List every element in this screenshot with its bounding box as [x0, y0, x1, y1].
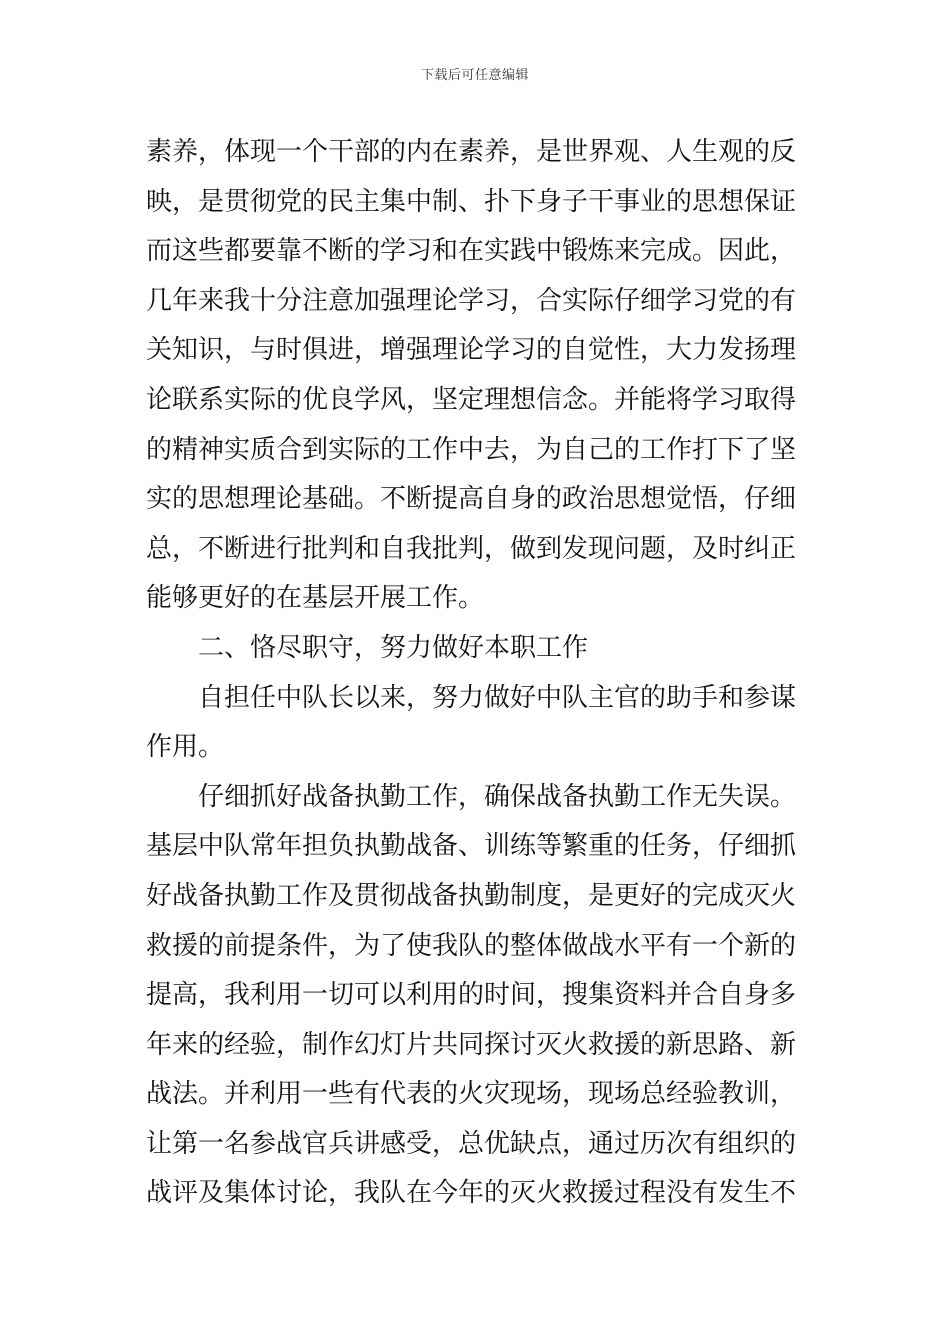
text-line: 论联系实际的优良学风，坚定理想信念。并能将学习取得: [146, 384, 797, 415]
text-line: 几年来我十分注意加强理论学习，合实际仔细学习党的有: [146, 285, 797, 316]
text-line: 战评及集体讨论，我队在今年的灭火救援过程没有发生不: [146, 1178, 797, 1209]
text-line: 素养，体现一个干部的内在素养，是世界观、人生观的反: [146, 137, 797, 167]
text-line: 基层中队常年担负执勤战备、训练等繁重的任务，仔细抓: [146, 831, 797, 862]
text-line: 仔细抓好战备执勤工作，确保战备执勤工作无失误。: [198, 781, 797, 812]
text-line: 提高，我利用一切可以利用的时间，搜集资料并合自身多: [146, 980, 797, 1011]
text-line: 的精神实质合到实际的工作中去，为自己的工作打下了坚: [146, 434, 797, 465]
text-line: 作用。: [146, 732, 225, 763]
text-line: 映，是贯彻党的民主集中制、扑下身子干事业的思想保证: [146, 186, 797, 217]
text-line: 能够更好的在基层开展工作。: [146, 583, 485, 614]
page-header: 下载后可任意编辑: [420, 68, 529, 83]
text-line: 年来的经验，制作幻灯片共同探讨灭火救援的新思路、新: [146, 1029, 797, 1060]
text-line: 战法。并利用一些有代表的火灾现场，现场总经验教训，: [146, 1079, 797, 1110]
text-line: 二、恪尽职守，努力做好本职工作: [198, 632, 589, 663]
text-line: 总，不断进行批判和自我批判，做到发现问题，及时纠正: [146, 533, 797, 564]
document-body: [146, 128, 816, 1219]
text-line: 实的思想理论基础。不断提高自身的政治思想觉悟，仔细: [146, 484, 797, 515]
text-line: 关知识，与时俱进，增强理论学习的自觉性，大力发扬理: [146, 335, 797, 366]
text-line: 让第一名参战官兵讲感受，总优缺点，通过历次有组织的: [146, 1128, 797, 1159]
text-line: 好战备执勤工作及贯彻战备执勤制度，是更好的完成灭火: [146, 880, 797, 911]
text-line: 救援的前提条件，为了使我队的整体做战水平有一个新的: [146, 930, 797, 961]
text-line: 自担任中队长以来，努力做好中队主官的助手和参谋: [198, 682, 797, 713]
text-line: 而这些都要靠不断的学习和在实践中锻炼来完成。因此，: [146, 236, 797, 267]
